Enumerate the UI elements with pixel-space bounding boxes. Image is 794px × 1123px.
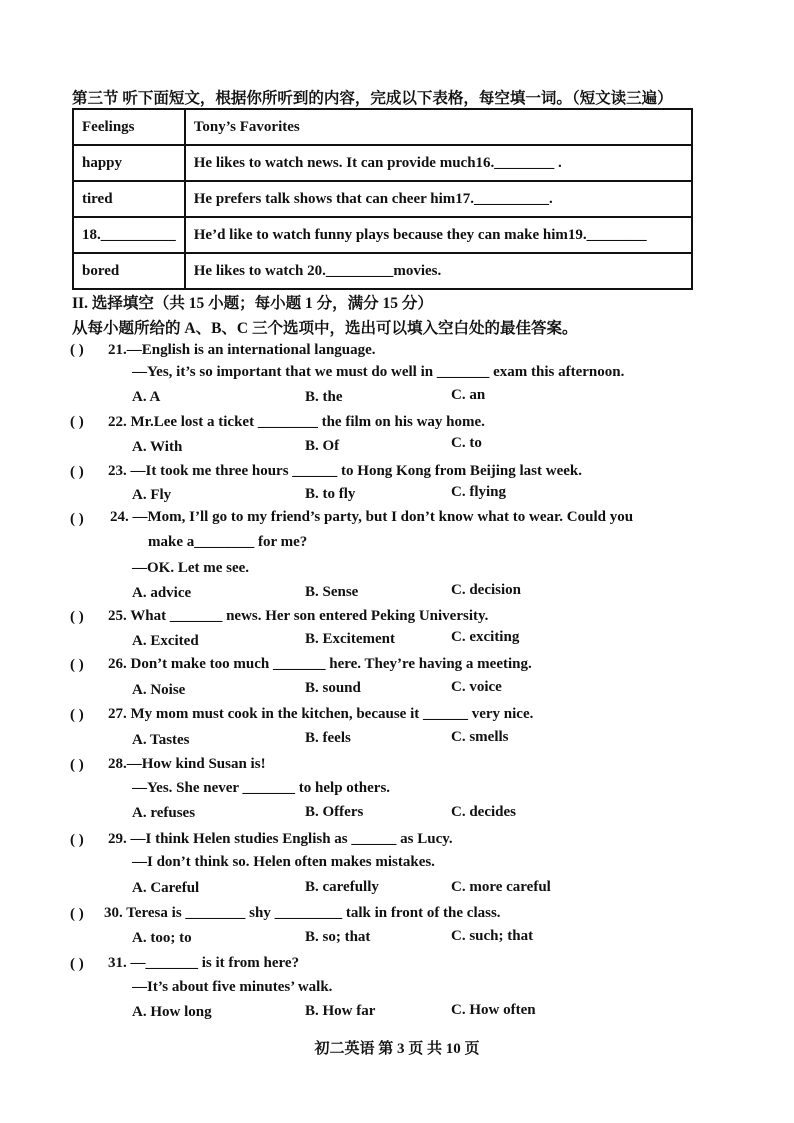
row-favorite: He prefers talk shows that can cheer him17.__________.	[185, 181, 692, 217]
option-c: C. How often	[451, 1002, 536, 1018]
question-stem: 23. —It took me three hours ______ to Hong Kong from Beijing last week.	[108, 463, 583, 479]
option-c: C. decides	[451, 804, 516, 820]
question-continuation: —Yes, it’s so important that we must do well in _______ exam this afternoon.	[132, 364, 625, 380]
question-stem: 21.—English is an international language.	[108, 342, 376, 358]
option-a: A. With	[132, 439, 183, 455]
row-favorite: He likes to watch 20._________movies.	[185, 253, 692, 289]
answer-paren[interactable]: ( )	[70, 906, 84, 922]
row-favorite: He likes to watch news. It can provide much16.________ .	[185, 145, 692, 181]
question-continuation: make a________ for me?	[148, 534, 308, 550]
table-row	[73, 181, 692, 217]
option-b: B. to fly	[305, 486, 356, 502]
option-a: A. advice	[132, 585, 192, 601]
question-stem: 26. Don’t make too much _______ here. They’re having a meeting.	[108, 656, 532, 672]
question-stem: 27. My mom must cook in the kitchen, because it ______ very nice.	[108, 706, 534, 722]
option-b: B. Sense	[305, 584, 359, 600]
part2-title: II. 选择填空（共 15 小题；每小题 1 分，满分 15 分）	[72, 295, 433, 312]
question-stem: 29. —I think Helen studies English as ______ as Lucy.	[108, 831, 453, 847]
option-a: A. Tastes	[132, 732, 190, 748]
option-b: B. How far	[305, 1003, 376, 1019]
option-b: B. sound	[305, 680, 361, 696]
option-a: A. Fly	[132, 487, 172, 503]
part2-instruction: 从每小题所给的 A、B、C 三个选项中，选出可以填入空白处的最佳答案。	[72, 320, 578, 337]
option-b: B. Offers	[305, 804, 364, 820]
question-continuation: —I don’t think so. Helen often makes mistakes.	[132, 854, 435, 870]
row-feeling: bored	[73, 253, 185, 289]
answer-paren[interactable]: ( )	[70, 342, 84, 358]
header-favorites: Tony’s Favorites	[185, 109, 692, 145]
option-c: C. more careful	[451, 879, 551, 895]
option-c: C. decision	[451, 582, 522, 598]
listening-table	[72, 108, 693, 290]
answer-paren[interactable]: ( )	[70, 511, 84, 527]
option-a: A. Excited	[132, 633, 199, 649]
answer-paren[interactable]: ( )	[70, 657, 84, 673]
answer-paren[interactable]: ( )	[70, 757, 84, 773]
row-feeling: tired	[73, 181, 185, 217]
option-a: A. Careful	[132, 880, 200, 896]
answer-paren[interactable]: ( )	[70, 464, 84, 480]
row-favorite: He’d like to watch funny plays because they can make him19.________	[185, 217, 692, 253]
question-stem: 30. Teresa is ________ shy _________ talk in front of the class.	[104, 905, 501, 921]
question-stem: 28.—How kind Susan is!	[108, 756, 266, 772]
answer-paren[interactable]: ( )	[70, 956, 84, 972]
option-c: C. to	[451, 435, 482, 451]
option-b: B. the	[305, 389, 343, 405]
table-row	[73, 145, 692, 181]
question-stem: 24. —Mom, I’ll go to my friend’s party, but I don’t know what to wear. Could you	[110, 509, 634, 525]
option-a: A. A	[132, 389, 161, 405]
option-a: A. How long	[132, 1004, 212, 1020]
option-b: B. Of	[305, 438, 340, 454]
table-row	[73, 217, 692, 253]
answer-paren[interactable]: ( )	[70, 609, 84, 625]
option-c: C. voice	[451, 679, 502, 695]
option-b: B. so; that	[305, 929, 371, 945]
option-c: C. exciting	[451, 629, 520, 645]
option-b: B. carefully	[305, 879, 379, 895]
question-stem: 22. Mr.Lee lost a ticket ________ the film on his way home.	[108, 414, 485, 430]
option-c: C. such; that	[451, 928, 534, 944]
option-b: B. feels	[305, 730, 351, 746]
question-continuation: —OK. Let me see.	[132, 560, 250, 576]
question-stem: 25. What _______ news. Her son entered Peking University.	[108, 608, 489, 624]
table-row	[73, 253, 692, 289]
row-feeling: 18.__________	[73, 217, 185, 253]
option-a: A. refuses	[132, 805, 196, 821]
option-c: C. flying	[451, 484, 507, 500]
option-a: A. too; to	[132, 930, 192, 946]
question-continuation: —It’s about five minutes’ walk.	[132, 979, 333, 995]
option-b: B. Excitement	[305, 631, 395, 647]
option-a: A. Noise	[132, 682, 186, 698]
answer-paren[interactable]: ( )	[70, 707, 84, 723]
table-header-row	[73, 109, 692, 145]
option-c: C. an	[451, 387, 486, 403]
row-feeling: happy	[73, 145, 185, 181]
answer-paren[interactable]: ( )	[70, 414, 84, 430]
question-stem: 31. —_______ is it from here?	[108, 955, 300, 971]
answer-paren[interactable]: ( )	[70, 832, 84, 848]
page-footer: 初二英语 第 3 页 共 10 页	[314, 1041, 480, 1057]
question-continuation: —Yes. She never _______ to help others.	[132, 780, 391, 796]
header-feelings: Feelings	[73, 109, 185, 145]
option-c: C. smells	[451, 729, 509, 745]
section3-title: 第三节 听下面短文，根据你所听到的内容，完成以下表格，每空填一词。（短文读三遍）	[72, 90, 673, 107]
